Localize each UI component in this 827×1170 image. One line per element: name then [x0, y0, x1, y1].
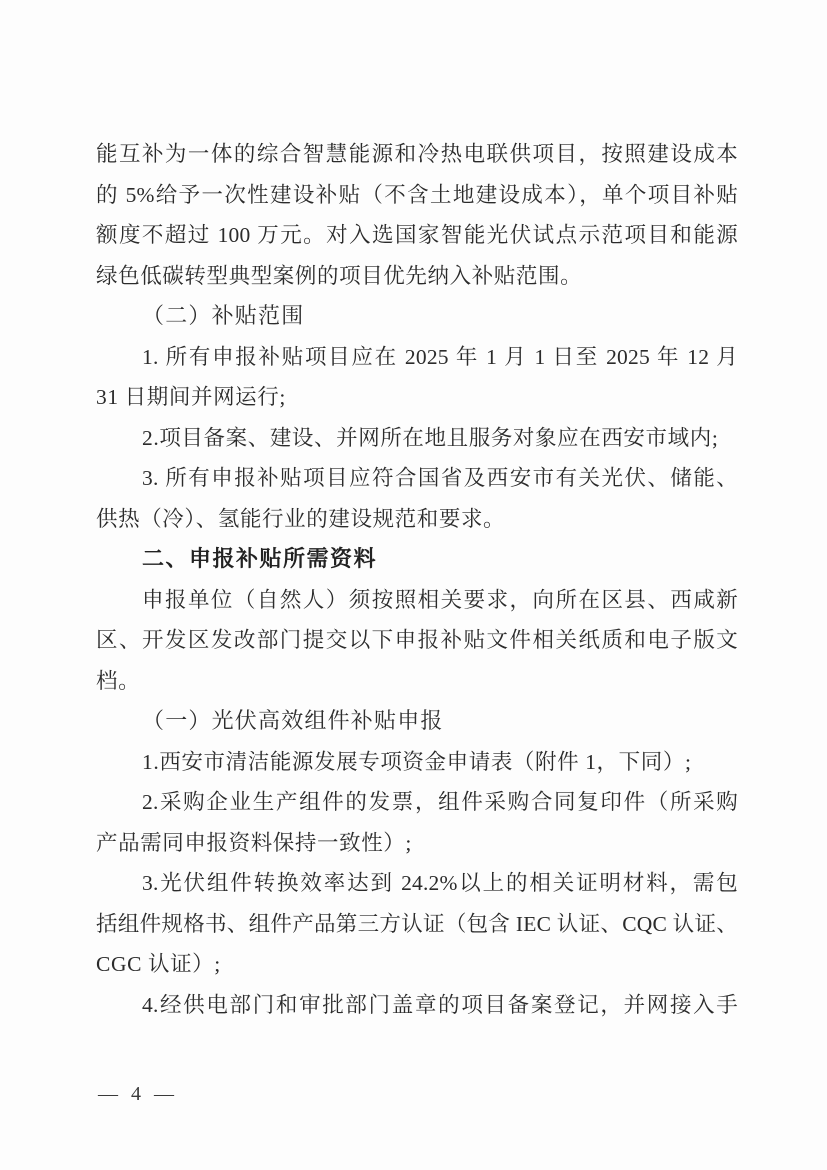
list-item-line: 31 日期间并网运行; [96, 385, 286, 409]
list-item-line: 2.采购企业生产组件的发票，组件采购合同复印件（所采购 [142, 790, 738, 814]
list-item-line: 产品需同申报资料保持一致性）; [96, 830, 412, 855]
list-item-line: 3. 所有申报补贴项目应符合国省及西安市有关光伏、储能、 [142, 466, 738, 490]
paragraph-line: 绿色低碳转型典型案例的项目优先纳入补贴范围。 [96, 263, 583, 288]
paragraph-line: 的 5%给予一次性建设补贴（不含土地建设成本），单个项目补贴 [96, 182, 738, 207]
list-item-line: 4.经供电部门和审批部门盖章的项目备案登记，并网接入手 [142, 992, 738, 1017]
list-item-line: 供热（冷）、氢能行业的建设规范和要求。 [96, 506, 506, 531]
list-item-line: 1. 所有申报补贴项目应在 2025 年 1 月 1 日至 2025 年 12 月 [142, 344, 738, 369]
list-item-line: 2.项目备案、建设、并网所在地且服务对象应在西安市域内; [142, 425, 719, 450]
subsection-heading-pv: （一）光伏高效组件补贴申报 [142, 708, 444, 733]
paragraph-line: 额度不超过 100 万元。对入选国家智能光伏试点示范项目和能源 [96, 223, 738, 247]
paragraph-line: 申报单位（自然人）须按照相关要求，向所在区县、西咸新 [142, 587, 738, 612]
list-item-line: 1.西安市清洁能源发展专项资金申请表（附件 1，下同）; [142, 749, 692, 774]
list-item-line: CGC 认证）; [96, 952, 221, 976]
list-item-line: 3.光伏组件转换效率达到 24.2%以上的相关证明材料，需包 [142, 871, 738, 895]
paragraph-line: 能互补为一体的综合智慧能源和冷热电联供项目，按照建设成本 [96, 142, 738, 166]
paragraph-line: 区、开发区发改部门提交以下申报补贴文件相关纸质和电子版文 [96, 628, 738, 652]
document-body [96, 134, 738, 1025]
subsection-heading-scope: （二）补贴范围 [142, 303, 305, 328]
list-item-line: 括组件规格书、组件产品第三方认证（包含 IEC 认证、CQC 认证、 [96, 911, 738, 936]
page-number: — 4 — [98, 1083, 178, 1105]
paragraph-line: 档。 [96, 668, 141, 693]
section-heading-2: 二、申报补贴所需资料 [142, 546, 378, 571]
